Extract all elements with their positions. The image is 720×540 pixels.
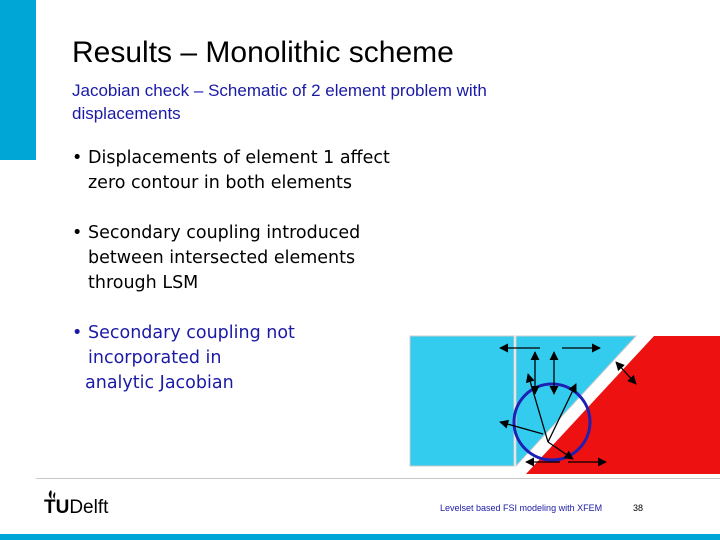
element-1-fluid — [410, 336, 514, 466]
page-number: 38 — [633, 503, 644, 513]
slide-subtitle: Jacobian check – Schematic of 2 element problem with displacements — [72, 81, 487, 123]
footer-caption: Levelset based FSI modeling with XFEM — [440, 503, 603, 513]
bullet-3-line-1: Secondary coupling not — [88, 323, 295, 343]
bullet-3-line-3: analytic Jacobian — [85, 373, 234, 393]
bullet-2 — [72, 221, 360, 296]
footer-divider — [36, 478, 720, 479]
logo-delft: Delft — [69, 497, 109, 518]
tu-delft-logo — [44, 497, 108, 519]
bullet-marker: • — [72, 223, 83, 243]
accent-bar — [0, 0, 36, 160]
bullet-marker: • — [72, 323, 83, 343]
bullet-1-line-1: Displacements of element 1 affect — [88, 148, 390, 168]
bullet-2-line-3: through LSM — [88, 273, 199, 293]
bullet-marker: • — [72, 148, 83, 168]
logo-tu: TU — [44, 497, 70, 518]
bullet-3-line-2: incorporated in — [88, 348, 222, 368]
bullet-2-line-1: Secondary coupling introduced — [88, 223, 361, 243]
bullet-1-line-2: zero contour in both elements — [88, 173, 352, 193]
slide-title: Results – Monolithic scheme — [72, 36, 454, 69]
bottom-accent-strip — [0, 534, 720, 540]
two-element-schematic — [408, 334, 720, 474]
bullet-3 — [72, 321, 295, 396]
bullet-1 — [72, 146, 390, 196]
bullet-2-line-2: between intersected elements — [88, 248, 356, 268]
